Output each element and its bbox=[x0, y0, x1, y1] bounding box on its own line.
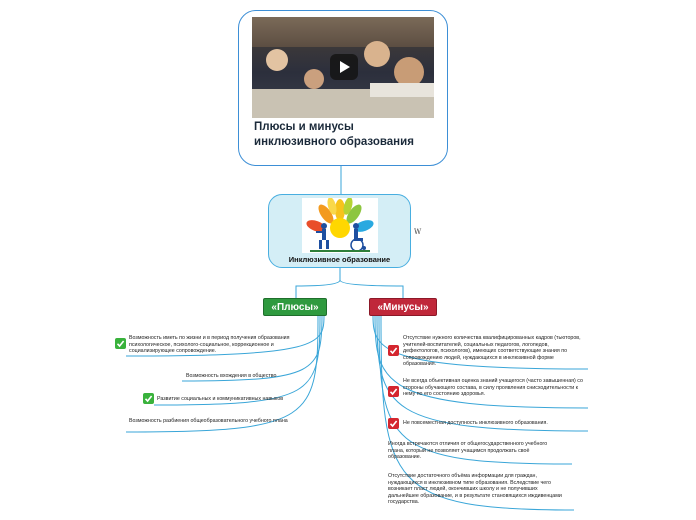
video-figure bbox=[304, 69, 324, 89]
pros-item-3[interactable]: Развитие социальных и коммуникативных навыков bbox=[157, 396, 284, 402]
video-figure bbox=[266, 49, 288, 71]
cons-item-5[interactable]: Отсутствие достаточного объёма информации для граждан, нуждающихся в инклюзивном типе образования. Вследствие чего возникает пласт людей, окончивших школу и не получивших дальнейшее образование, и в результате становящихся иждивенцами государства. bbox=[388, 473, 562, 506]
cons-node[interactable]: «Минусы» bbox=[369, 298, 437, 316]
play-icon[interactable] bbox=[330, 54, 358, 80]
cons-item-2[interactable]: Не всегда объективная оценка знаний учащегося (часто завышенная) со стороны обучающего состава, в силу проявления снисходительности к нему по его состоянию здоровья. bbox=[403, 378, 583, 398]
checkmark-icon bbox=[388, 345, 399, 356]
cons-item-4[interactable]: Иногда встречаются отличия от общегосударственного учебного плана, который не позволяет учащимся продолжать своё образование. bbox=[388, 441, 548, 461]
connector-center-cons bbox=[340, 280, 403, 298]
checkmark-icon bbox=[388, 418, 399, 429]
pros-item-1[interactable]: Возможность иметь по жизни и в период получения образования психологическое, психолого-социальное, коррекционное и социализирующее сопровождение. bbox=[129, 335, 290, 355]
cons-item-1[interactable]: Отсутствие нужного количества квалифицированных кадров (тьюторов, учителей-воспитателей, социальных педагогов, логопедов, дефектологов, психологов), имеющих соответствующие знания по сопровождению людей, нуждающихся в инклюзивной форме образования. bbox=[403, 335, 581, 368]
connector-cons-3 bbox=[377, 316, 588, 431]
connector-pros-3 bbox=[154, 316, 320, 405]
checkmark-icon bbox=[388, 386, 399, 397]
pros-item-2[interactable]: Возможность вхождения в общество bbox=[186, 373, 277, 379]
pros-node[interactable]: «Плюсы» bbox=[263, 298, 327, 316]
connector-center-pros bbox=[296, 268, 340, 298]
central-node-label: Инклюзивное образование bbox=[288, 255, 391, 264]
topic-title: Плюсы и минусы инклюзивного образования bbox=[254, 121, 414, 148]
wikipedia-icon[interactable]: W bbox=[414, 228, 422, 236]
video-paper bbox=[370, 83, 434, 97]
checkmark-icon bbox=[115, 338, 126, 349]
video-thumbnail[interactable] bbox=[252, 17, 434, 118]
inclusive-education-logo bbox=[302, 198, 378, 253]
pros-item-4[interactable]: Возможность разбиения общеобразовательного учебного плана bbox=[129, 418, 288, 424]
video-background bbox=[252, 17, 434, 47]
checkmark-icon bbox=[143, 393, 154, 404]
video-figure bbox=[364, 41, 390, 67]
cons-item-3[interactable]: Не повсеместная доступность инклюзивного образования. bbox=[403, 420, 548, 426]
